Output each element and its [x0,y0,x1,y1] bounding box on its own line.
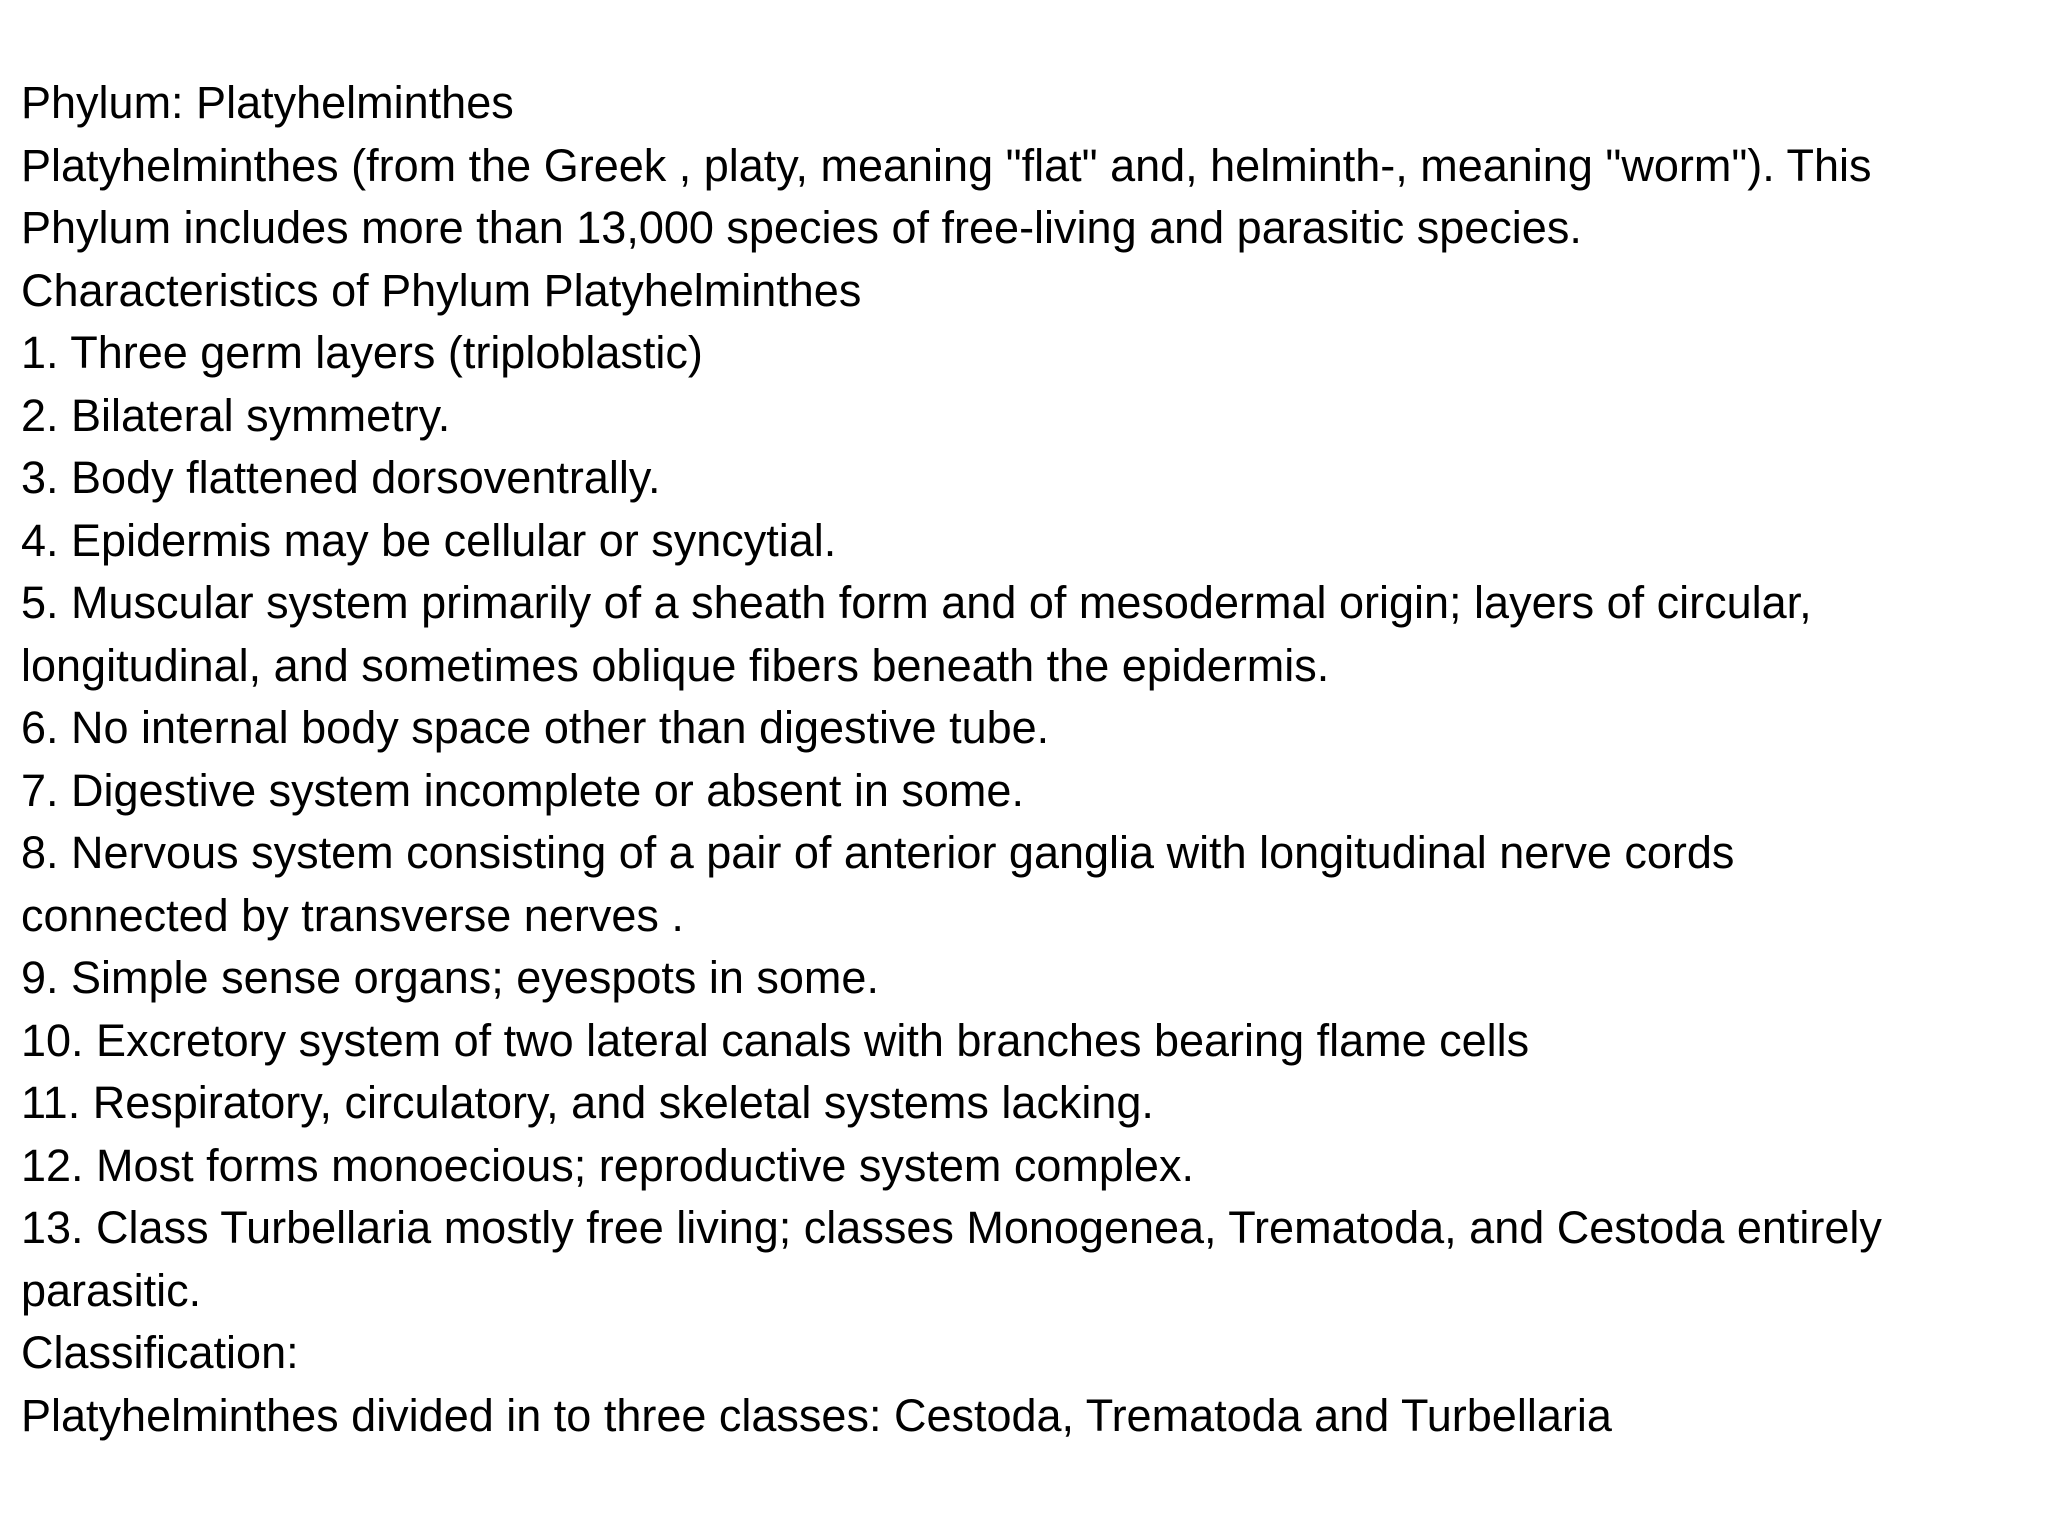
intro-line-2: Phylum includes more than 13,000 species of free-living and parasitic species. [21,202,1582,253]
characteristics-list [21,322,2031,1322]
document-body [21,72,2031,1447]
list-item: 8. Nervous system consisting of a pair of anterior ganglia with longitudinal nerve cords [21,827,1735,878]
classification-heading: Classification: [21,1327,299,1378]
list-item: 10. Excretory system of two lateral canals with branches bearing flame cells [21,1014,1530,1066]
list-item: 12. Most forms monoecious; reproductive system complex. [21,1139,1194,1191]
classification-text: Platyhelminthes divided in to three classes: Cestoda, Trematoda and Turbellaria [21,1389,1612,1441]
list-item: 5. Muscular system primarily of a sheath form and of mesodermal origin; layers of circular, [21,577,1812,628]
list-item: 1. Three germ layers (triploblastic) [21,327,703,378]
list-item: 4. Epidermis may be cellular or syncytial. [21,514,837,566]
intro-line-1: Platyhelminthes (from the Greek , platy, meaning "flat" and, helminth-, meaning "worm"). This [21,139,1872,191]
list-item: parasitic. [21,1264,202,1316]
list-item: 11. Respiratory, circulatory, and skeletal systems lacking. [21,1077,1154,1128]
list-item: 2. Bilateral symmetry. [21,389,451,441]
list-item: 6. No internal body space other than digestive tube. [21,702,1050,753]
list-item: longitudinal, and sometimes oblique fibers beneath the epidermis. [21,639,1330,691]
list-item: 3. Body flattened dorsoventrally. [21,452,661,503]
document-title: Phylum: Platyhelminthes [21,77,514,128]
list-item: connected by transverse nerves . [21,889,684,941]
list-item: 13. Class Turbellaria mostly free living; classes Monogenea, Trematoda, and Cestoda entirely [21,1202,1882,1253]
characteristics-heading: Characteristics of Phylum Platyhelminthes [21,264,862,316]
list-item: 9. Simple sense organs; eyespots in some. [21,952,879,1003]
list-item: 7. Digestive system incomplete or absent in some. [21,764,1024,816]
